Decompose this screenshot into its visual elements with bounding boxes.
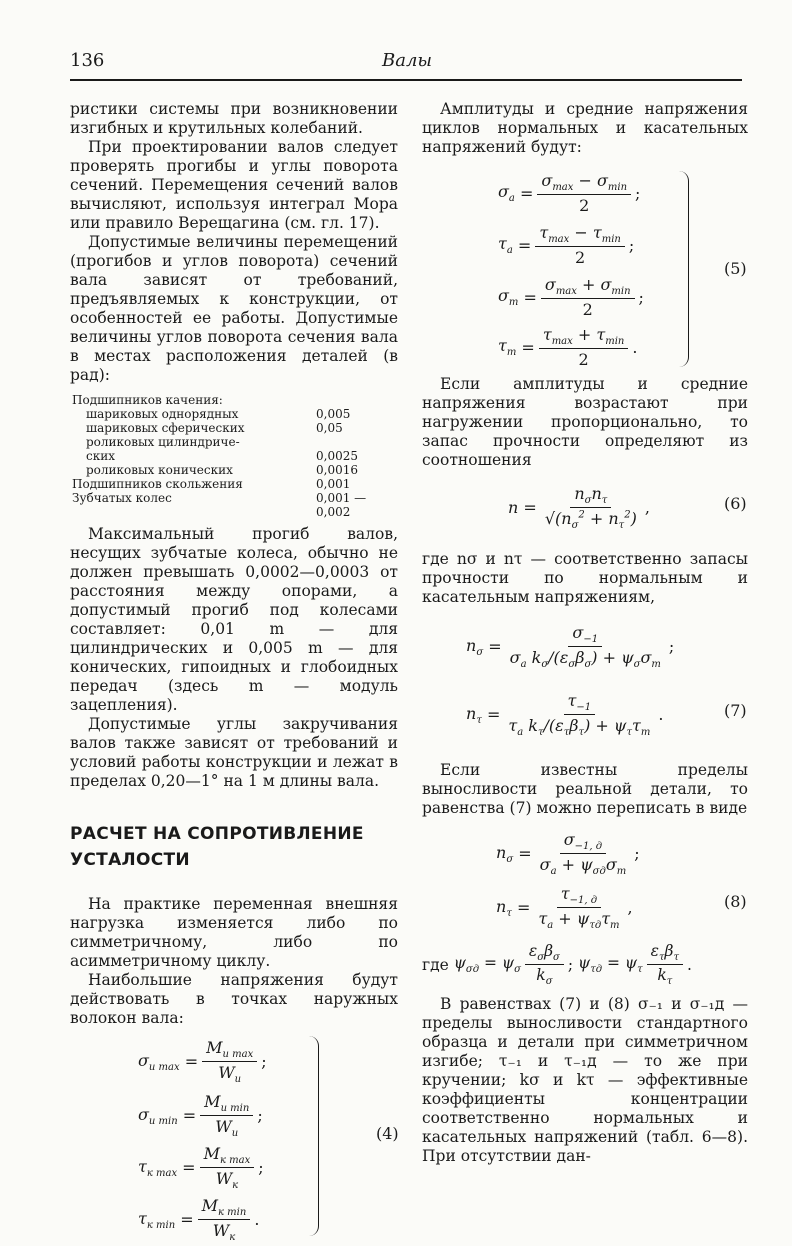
table-label: ских	[86, 449, 115, 463]
equation: $n_\sigma$ = $\frac{\sigma_{-1, д}}{\sigma_a + \psi_{\sigma д}\sigma_m}$ ;	[496, 830, 640, 878]
paragraph: Амплитуды и средние напряжения циклов нормальных и касательных напряжений будут:	[422, 100, 748, 156]
equation-number: (7)	[724, 701, 747, 720]
table-label: роликовых цилиндриче-	[86, 435, 240, 449]
table-row	[72, 407, 390, 421]
equation-number: (5)	[724, 259, 747, 278]
table-value: 0,005	[316, 407, 351, 421]
table-row	[72, 491, 390, 519]
table-label: роликовых конических	[86, 463, 233, 477]
paragraph: Наибольшие напряжения будут действовать в точках наружных волокон вала:	[70, 971, 398, 1027]
equation: n = $\frac{n_\sigma n_\tau}{√(n_\sigma^2 + n_\tau^2)}$ ,	[508, 484, 650, 532]
table-row	[72, 463, 390, 477]
equation: $\sigma_{и max}$ = $\frac{M_{и max}}{W_и}$ ;	[138, 1038, 267, 1086]
table-value: 0,0016	[316, 463, 358, 477]
paragraph: где nσ и nτ — соответственно запасы прочности по нормальным и касательным напряжениям,	[422, 550, 748, 606]
equation: $\tau_m$ = $\frac{\tau_{max} + \tau_{min}}{2}$ .	[498, 325, 638, 370]
equation-number: (8)	[724, 892, 747, 911]
angle-table	[72, 393, 398, 519]
paragraph: При проектировании валов следует проверять прогибы и углы поворота сечений. Перемещения сечений валов вычисляют, используя интеграл Мора или правило Верещагина (см. гл. 17).	[70, 138, 398, 232]
table-value	[316, 435, 390, 449]
brace	[678, 171, 689, 367]
equation-block-6	[422, 480, 748, 544]
table-value: 0,05	[316, 421, 343, 435]
equation: $\sigma_{и min}$ = $\frac{M_{и min}}{W_и}$ ;	[138, 1092, 263, 1140]
paragraph: ристики системы при возникновении изгибных и крутильных колебаний.	[70, 100, 398, 137]
section-title-line: РАСЧЕТ НА СОПРОТИВЛЕНИЕ	[70, 824, 364, 844]
paragraph: Допустимые величины перемещений (прогибов и углов поворота) сечений вала зависят от требований, предъявляемых к конструкции, от особенностей ее работы. Допустимые величины углов поворота сечения вала в местах расположения деталей (в рад):	[70, 233, 398, 384]
equation-number: (6)	[724, 494, 747, 513]
equation-psi: где $\psi_{\sigma д} = \psi_\sigma$ $\frac{\varepsilon_\sigma\beta_\sigma}{k_\sigma}$ ; $\psi_{\tau д} = \psi_\tau$ $\frac{\varepsilon_\tau\beta_\tau}{k_\tau}$ .	[422, 942, 692, 988]
table-row	[72, 477, 390, 491]
paragraph: В равенствах (7) и (8) σ₋₁ и σ₋₁д — пределы выносливости стандартного образца и детали при симметричном изгибе; τ₋₁ и τ₋₁д — то же при кручении; kσ и kτ — эффективные коэффициенты концентрации соответственно нормальных и касательных напряжений (табл. 6—8). При отсутствии дан-	[422, 995, 748, 1166]
equation: $n_\sigma$ = $\frac{\sigma_{-1}}{\sigma_a k_\sigma/(\varepsilon_\sigma\beta_\sigma) + \psi_\sigma\sigma_m}$ ;	[466, 623, 675, 671]
brace	[308, 1036, 319, 1236]
table-label: шариковых однорядных	[86, 407, 239, 421]
equation-number: (4)	[376, 1124, 399, 1143]
equation: $n_\tau$ = $\frac{\tau_{-1}}{\tau_a k_\tau/(\varepsilon_\tau\beta_\tau) + \psi_\tau\tau_m}$ .	[466, 691, 664, 739]
paragraph: Если амплитуды и средние напряжения возрастают при нагружении пропорционально, то запас прочности определяют из соотношения	[422, 375, 748, 469]
table-value: 0,0025	[316, 449, 358, 463]
equation: $\tau_a$ = $\frac{\tau_{max} - \tau_{min}}{2}$ ;	[498, 223, 635, 268]
equation: $\tau_{к max}$ = $\frac{M_{к max}}{W_к}$ ;	[138, 1144, 264, 1192]
left-column	[70, 100, 398, 1246]
table-row	[72, 449, 390, 463]
table-row	[72, 435, 390, 449]
paragraph: Допустимые углы закручивания валов также зависят от требований и условий работы конструкции и лежат в пределах 0,20—1° на 1 м длины вала.	[70, 715, 398, 790]
table-row	[72, 421, 390, 435]
equation: $\tau_{к min}$ = $\frac{M_{к min}}{W_к}$ .	[138, 1196, 260, 1244]
section-title-line: УСТАЛОСТИ	[70, 850, 190, 870]
paragraph: Максимальный прогиб валов, несущих зубчатые колеса, обычно не должен превышать 0,0002—0,0003 от расстояния между опорами, а допустимый прогиб под колесами составляет: 0,01 m — для цилиндрических и 0,005 m — для конических, гипоидных и глобоидных передач (здесь m — модуль зацепления).	[70, 525, 398, 714]
page-number: 136	[70, 50, 105, 71]
equation: $\sigma_m$ = $\frac{\sigma_{max} + \sigma_{min}}{2}$ ;	[498, 275, 644, 320]
header-rule	[70, 79, 742, 81]
table-label: Зубчатых колес	[72, 491, 172, 505]
right-column	[422, 100, 748, 1166]
paragraph: Если известны пределы выносливости реальной детали, то равенства (7) можно переписать в виде	[422, 761, 748, 817]
table-label: Подшипников качения:	[72, 393, 223, 407]
equation: $\sigma_a$ = $\frac{\sigma_{max} - \sigma_{min}}{2}$ ;	[498, 171, 641, 216]
table-value: 0,001 — 0,002	[316, 491, 367, 519]
table-value	[316, 393, 390, 407]
table-row	[72, 393, 390, 407]
table-value: 0,001	[316, 477, 351, 491]
paragraph: На практике переменная внешняя нагрузка изменяется либо по симметричному, либо по асимметричному циклу.	[70, 895, 398, 970]
equation-block-5	[422, 171, 748, 371]
equation-block-8	[422, 830, 748, 940]
section-title	[70, 821, 398, 873]
table-label: шариковых сферических	[86, 421, 245, 435]
running-head: Валы	[382, 50, 433, 71]
equation-block-7	[422, 623, 748, 753]
equation: $n_\tau$ = $\frac{\tau_{-1, д}}{\tau_a + \psi_{\tau д}\tau_m}$ ,	[496, 884, 633, 932]
table-label: Подшипников скольжения	[72, 477, 243, 491]
equation-block-4	[70, 1036, 398, 1246]
